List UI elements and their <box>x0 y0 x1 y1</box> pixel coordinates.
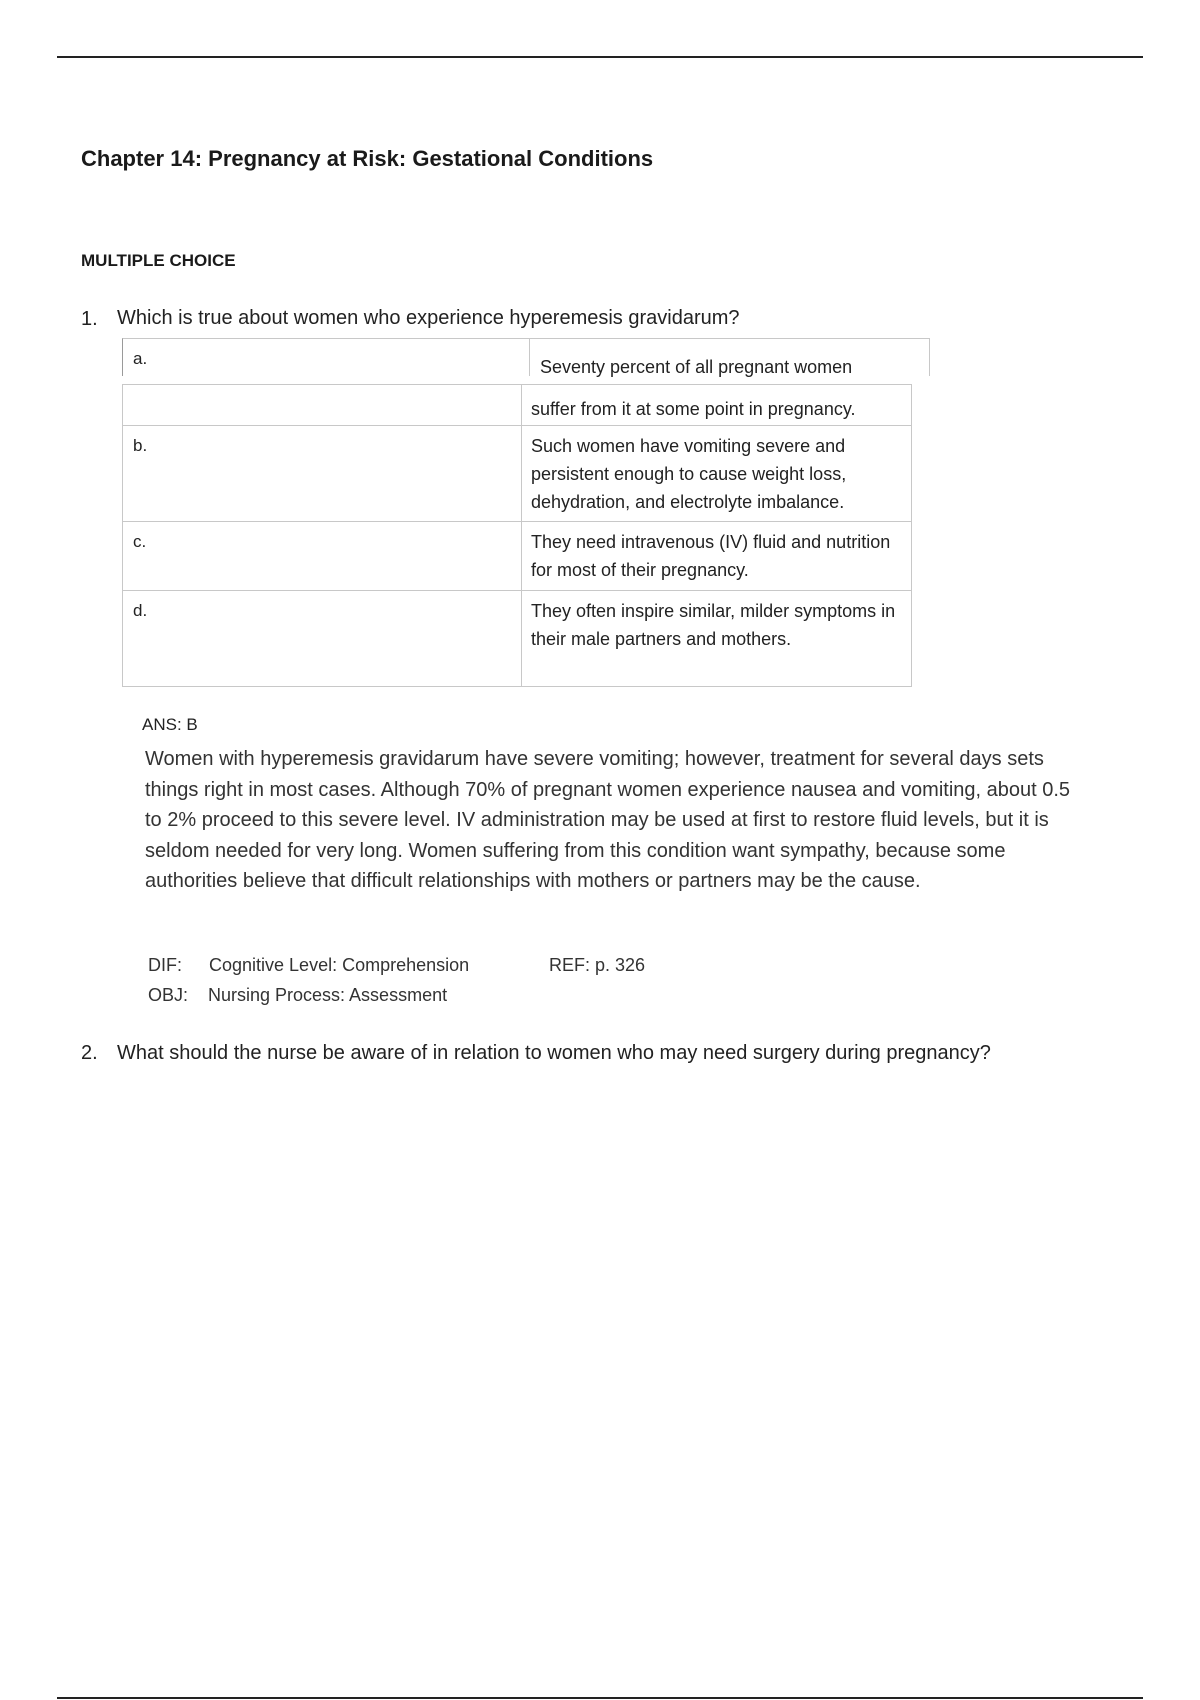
obj-label: OBJ: <box>148 985 189 1005</box>
choice-d-row <box>122 590 912 687</box>
obj-value: Nursing Process: Assessment <box>208 985 448 1005</box>
cell-divider <box>529 339 530 376</box>
cell-divider <box>521 522 522 590</box>
section-title: MULTIPLE CHOICE <box>81 251 236 270</box>
choice-a-row <box>122 338 930 376</box>
choice-letter: b. <box>133 436 148 455</box>
question-text: What should the nurse be aware of in relation to women who may need surgery during pregnancy? <box>117 1042 991 1064</box>
choice-letter: a. <box>133 349 148 368</box>
chapter-title: Chapter 14: Pregnancy at Risk: Gestational Conditions <box>81 146 654 171</box>
choice-letter: c. <box>133 532 147 551</box>
choice-a-continuation-row <box>122 384 912 426</box>
cell-divider <box>521 426 522 521</box>
choice-b-row <box>122 425 912 522</box>
choice-text: Such women have vomiting severe and persistent enough to cause weight loss, dehydration, and electrolyte imbalance. <box>531 436 847 512</box>
choice-text: suffer from it at some point in pregnancy. <box>531 399 856 419</box>
top-rule <box>57 56 1143 58</box>
dif-label: DIF: <box>148 955 182 975</box>
question-number: 1. <box>81 308 98 330</box>
choice-text: They need intravenous (IV) fluid and nutrition for most of their pregnancy. <box>531 532 891 580</box>
cell-divider <box>521 591 522 686</box>
rationale-text: Women with hyperemesis gravidarum have severe vomiting; however, treatment for several days sets things right in most cases. Although 70% of pregnant women experience nausea and vomiting, about 0.5 to 2% proceed to this severe level. IV administration may be used at first to restore fluid levels, but it is seldom needed for very long. Women suffering from this condition want sympathy, because some authorities believe that difficult relationships with mothers or partners may be the cause. <box>145 748 1071 892</box>
dif-value: Cognitive Level: Comprehension <box>209 955 470 975</box>
cell-divider <box>521 385 522 425</box>
question-number: 2. <box>81 1042 98 1064</box>
ref-value: REF: p. 326 <box>549 955 646 975</box>
choice-text: Seventy percent of all pregnant women <box>540 357 853 377</box>
bottom-rule <box>57 1697 1143 1699</box>
choice-c-row <box>122 521 912 591</box>
choice-letter: d. <box>133 601 148 620</box>
choice-text: They often inspire similar, milder symptoms in their male partners and mothers. <box>531 601 896 649</box>
question-text: Which is true about women who experience hyperemesis gravidarum? <box>117 307 740 329</box>
answer-label: ANS: B <box>142 715 198 734</box>
